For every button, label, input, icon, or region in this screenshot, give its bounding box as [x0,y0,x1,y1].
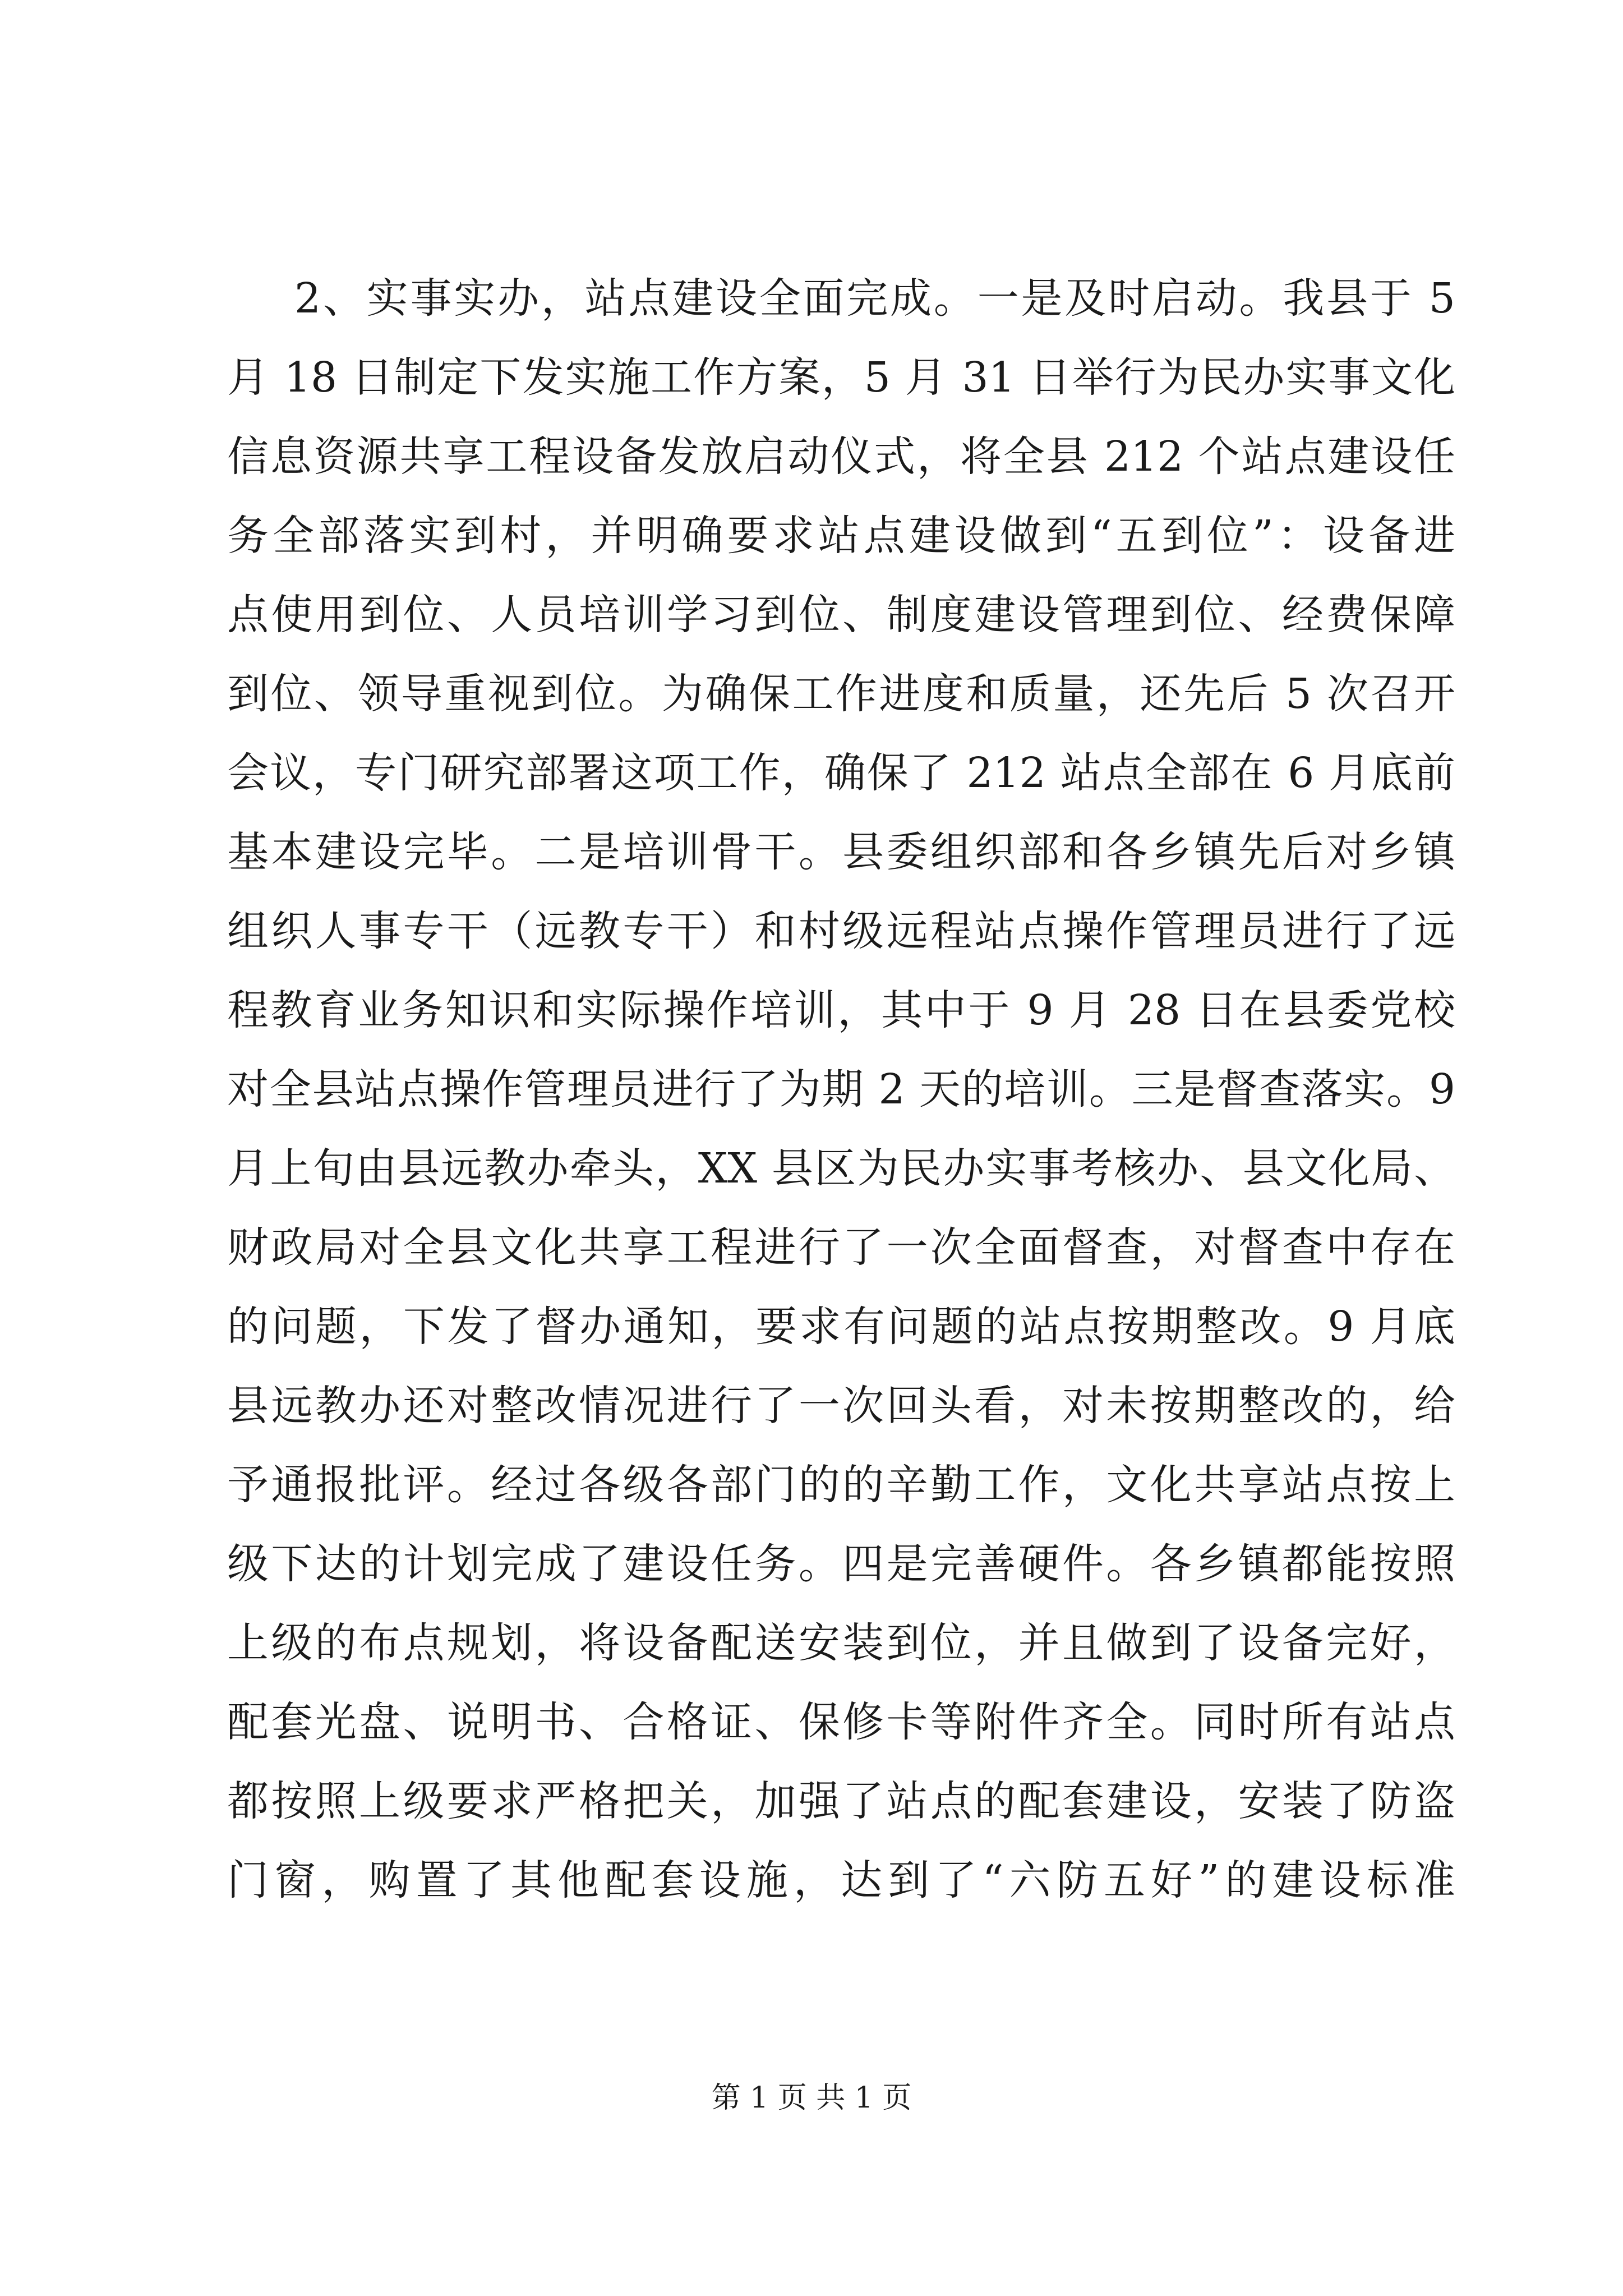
paragraph-line: 上级的布点规划，将设备配送安装到位，并且做到了设备完好， [227,1619,1455,1667]
paragraph-line: 月 18 日制定下发实施工作方案，5 月 31 日举行为民办实事文化 [227,353,1455,402]
paragraph-line: 配套光盘、说明书、合格证、保修卡等附件齐全。同时所有站点 [227,1698,1455,1746]
paragraph-line: 县远教办还对整改情况进行了一次回头看，对未按期整改的，给 [227,1382,1455,1430]
paragraph-line: 会议，专门研究部署这项工作，确保了 212 站点全部在 6 月底前 [227,749,1455,797]
paragraph-line: 予通报批评。经过各级各部门的的辛勤工作，文化共享站点按上 [227,1461,1455,1509]
paragraph-line: 级下达的计划完成了建设任务。四是完善硬件。各乡镇都能按照 [227,1540,1455,1588]
page-footer [0,2076,1623,2120]
paragraph-line: 2、实事实办，站点建设全面完成。一是及时启动。我县于 5 [294,274,1455,323]
paragraph-line: 都按照上级要求严格把关，加强了站点的配套建设，安装了防盗 [227,1777,1455,1825]
paragraph-line: 点使用到位、人员培训学习到位、制度建设管理到位、经费保障 [227,591,1455,639]
paragraph-line: 对全县站点操作管理员进行了为期 2 天的培训。三是督查落实。9 [227,1065,1455,1114]
paragraph-line: 组织人事专干（远教专干）和村级远程站点操作管理员进行了远 [227,907,1455,955]
paragraph-line: 程教育业务知识和实际操作培训，其中于 9 月 28 日在县委党校 [227,986,1455,1034]
paragraph-line: 的问题，下发了督办通知，要求有问题的站点按期整改。9 月底 [227,1303,1455,1351]
paragraph-line: 门窗，购置了其他配套设施，达到了“六防五好”的建设标准 [227,1856,1455,1904]
paragraph-line: 务全部落实到村，并明确要求站点建设做到“五到位”：设备进 [227,512,1455,560]
paragraph-line: 信息资源共享工程设备发放启动仪式，将全县 212 个站点建设任 [227,432,1455,481]
paragraph-line: 到位、领导重视到位。为确保工作进度和质量，还先后 5 次召开 [227,670,1455,718]
body-paragraph [227,259,1455,1920]
paragraph-line: 月上旬由县远教办牵头，XX 县区为民办实事考核办、县文化局、 [227,1144,1455,1193]
paragraph-line: 财政局对全县文化共享工程进行了一次全面督查，对督查中存在 [227,1223,1455,1272]
paragraph-line: 基本建设完毕。二是培训骨干。县委组织部和各乡镇先后对乡镇 [227,828,1455,876]
page-number-label: 第 1 页 共 1 页 [711,2081,912,2115]
